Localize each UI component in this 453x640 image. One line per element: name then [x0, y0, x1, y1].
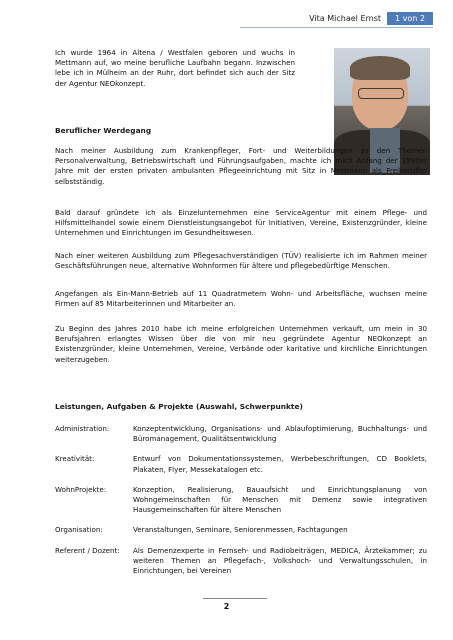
- page-number: 2: [223, 602, 230, 611]
- leistungen-row: [55, 454, 427, 474]
- leistungen-list: [55, 424, 427, 586]
- row-label: Administration:: [55, 424, 110, 433]
- werdegang-paragraph: Zu Beginn des Jahres 2010 habe ich meine erfolgreichen Unternehmen verkauft, um mein in 30 Berufsjahren erlangtes Wissen über die von mir neu gegründete Agentur NEOkonzept an Existenzgründer, kleine Unternehmen, Vereine, Verbände oder karitative und kirchliche Einrichtungen weiterzugeben.: [55, 324, 427, 364]
- row-label: Organisation:: [55, 525, 103, 535]
- werdegang-paragraph: Bald darauf gründete ich als Einzelunternehmen eine ServiceAgentur mit einem Pflege- und Hilfsmittelhandel sowie einem Dienstleistungsangebot für Initiativen, Vereine, Existenzgründer, kleine Unternehmen und Einrichtungen im Gesundheitswesen.: [55, 208, 427, 238]
- row-label: Kreativität:: [55, 454, 95, 464]
- section-heading-werdegang: Beruflicher Werdegang: [55, 126, 152, 135]
- row-label: Referent / Dozent:: [55, 545, 120, 555]
- section-heading-leistungen: Leistungen, Aufgaben & Projekte (Auswahl, Schwerpunkte): [55, 402, 303, 411]
- row-value: Konzeption, Realisierung, Bauaufsicht und Einrichtungsplanung von Wohngemeinschaften für Menschen mit Demenz sowie integrativen Hausgemeinschaften für ältere Menschen: [133, 484, 427, 515]
- leistungen-row: [55, 546, 427, 577]
- header-divider: [240, 27, 433, 28]
- werdegang-paragraph: Angefangen als Ein-Mann-Betrieb auf 11 Quadratmetern Wohn- und Arbeitsfläche, wuchsen meine Firmen auf 85 Mitarbeiterinnen und Mitarbeiter an.: [55, 289, 427, 309]
- leistungen-row: [55, 485, 427, 516]
- intro-paragraph: Ich wurde 1964 in Altena / Westfalen geboren und wuchs in Mettmann auf, wo meine berufliche Laufbahn begann. Inzwischen lebe ich in Mülheim an der Ruhr, dort befindet sich auch der Sitz der Agentur NEOkonzept.: [55, 48, 295, 88]
- header-title: Vita Michael Ernst: [309, 14, 382, 23]
- row-value: Konzeptentwicklung, Organisations- und Ablaufoptimierung, Buchhaltungs- und Büromanagement, Qualitätsentwicklung: [133, 424, 427, 444]
- header-page-indicator: 1 von 2: [387, 12, 433, 25]
- row-value: Als Demenzexperte in Fernseh- und Radiobeiträgen, MEDICA, Ärztekammer; zu weiteren Themen an Pflegefach-, Volkshoch- und Verwaltungsschulen, in Einrichtungen, bei Vereinen: [133, 545, 427, 576]
- leistungen-row: [55, 424, 427, 444]
- row-label: WohnProjekte:: [55, 484, 107, 494]
- leistungen-row: [55, 525, 427, 535]
- werdegang-paragraph: Nach einer weiteren Ausbildung zum Pflegesachverständigen (TÜV) realisierte ich im Rahmen meiner Geschäftsführungen neue, alternative Wohnformen für ältere und pflegebedürftige Menschen.: [55, 251, 427, 271]
- werdegang-paragraph: Nach meiner Ausbildung zum Krankenpfleger, Fort- und Weiterbildungen zu den Themen Personalverwaltung, Betriebswirtschaft und Führungsaufgaben, machte ich mich Anfang der 1990er Jahre mit der ersten privaten ambulanten Pflegeeinrichtung mit Sitz in Mettmann als Freiberufler selbstständig.: [55, 146, 427, 186]
- page-header: [309, 12, 433, 25]
- row-value: Entwurf von Dokumentationssystemen, Werbebeschriftungen, CD Booklets, Plakaten, Flyer, Messekatalogen etc.: [133, 454, 427, 474]
- row-value: Veranstaltungen, Seminare, Seniorenmessen, Fachtagungen: [133, 525, 348, 535]
- footer-divider: [203, 598, 267, 599]
